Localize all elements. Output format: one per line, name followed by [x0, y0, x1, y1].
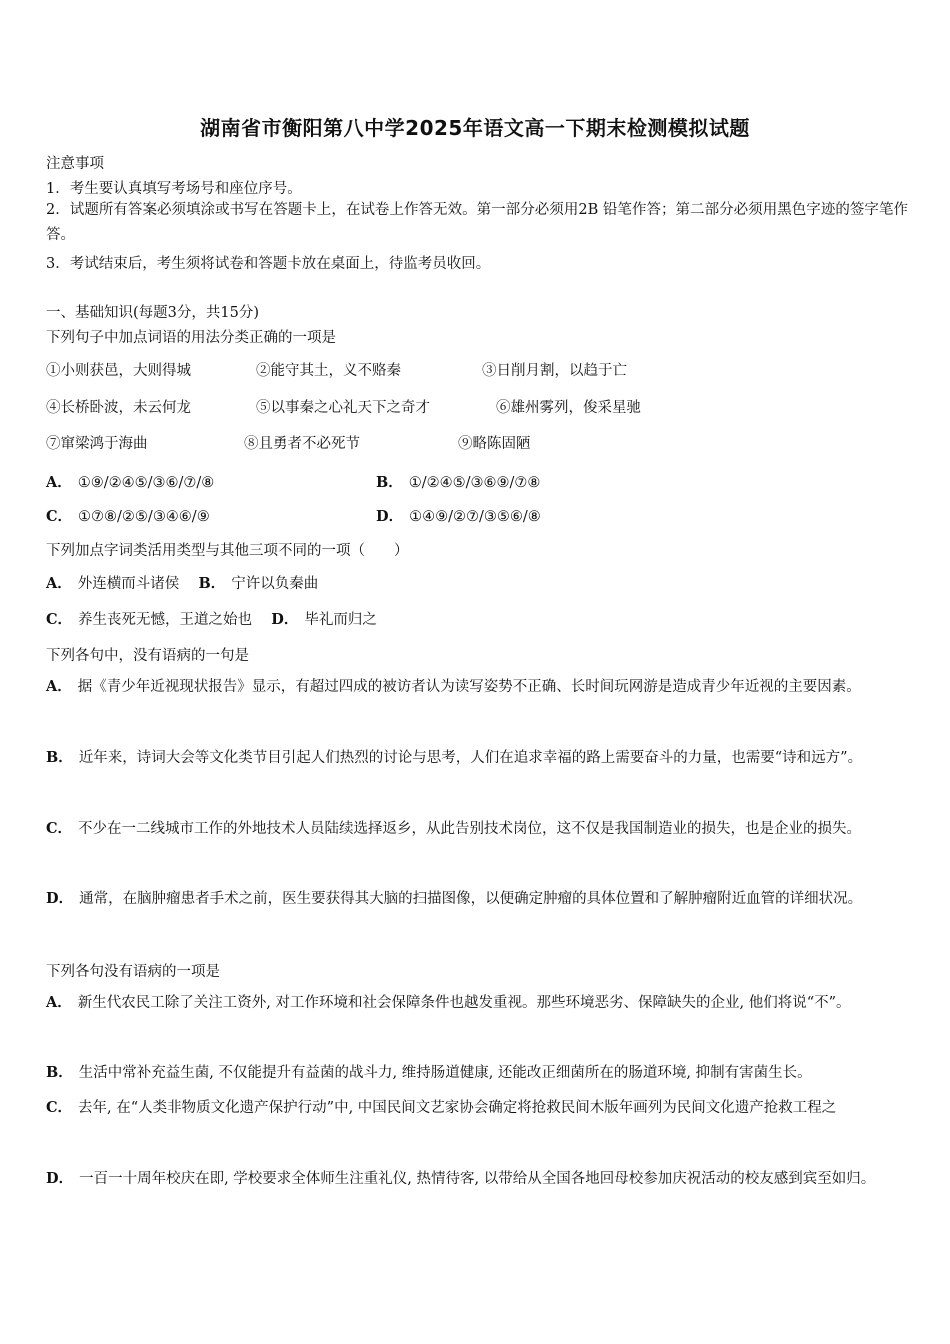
q1-item: ⑧且勇者不必死节: [244, 436, 360, 452]
q3-option-c: [46, 811, 908, 847]
option-text: ①/②④⑤/③⑥⑨/⑦⑧: [408, 475, 541, 491]
section-heading: 一、基础知识(每题3分，共15分): [46, 305, 259, 321]
option-label: B．: [376, 474, 403, 491]
option-text: 生活中常补充益生菌, 不仅能提升有益菌的战斗力, 维持肠道健康, 还能改正细菌所在的肠道环境, 抑制有害菌生长。: [78, 1065, 812, 1081]
notice-item: 1．考生要认真填写考场号和座位序号。: [46, 181, 302, 197]
option-text: 外连横而斗诸侯: [77, 576, 180, 592]
q4-option-c: [46, 1090, 908, 1126]
q1-item: ⑦窜梁鸿于海曲: [46, 436, 148, 452]
option-text: 近年来，诗词大会等文化类节目引起人们热烈的讨论与思考，人们在追求幸福的路上需要奋斗的力量，也需要“诗和远方”。: [78, 750, 863, 766]
q1-option-c: [46, 505, 210, 526]
q3-option-d: [46, 881, 908, 917]
option-text: 通常，在脑肿瘤患者手术之前，医生要获得其大脑的扫描图像，以便确定肿瘤的具体位置和了解肿瘤附近血管的详细状况。: [79, 891, 863, 907]
q2-option-row: [46, 572, 318, 593]
option-text: 不少在一二线城市工作的外地技术人员陆续选择返乡，从此告别技术岗位，这不仅是我国制造业的损失，也是企业的损失。: [78, 821, 862, 837]
q1-option-b: [376, 471, 540, 492]
option-label: B．: [198, 575, 226, 592]
option-text: 养生丧死无憾，王道之始也: [78, 612, 253, 628]
q1-item: ③日削月割，以趋于亡: [482, 363, 627, 379]
option-text: 宁许以负秦曲: [231, 576, 319, 592]
option-text: ①⑨/②④⑤/③⑥/⑦/⑧: [77, 475, 215, 491]
notice-item: 2．试题所有答案必须填涂或书写在答题卡上，在试卷上作答无效。第一部分必须用2B 铅笔作答；第二部分必须用黑色字迹的签字笔作答。: [46, 202, 908, 243]
q1-item: ⑨略陈固陋: [458, 436, 531, 452]
q3-option-b: [46, 740, 908, 776]
question-stem: 下列各句中，没有语病的一句是: [46, 648, 249, 664]
option-label: D．: [271, 611, 299, 628]
option-text: ①④⑨/②⑦/③⑤⑥/⑧: [409, 509, 541, 525]
option-label: A．: [46, 678, 72, 695]
q1-item: ②能守其土，义不赂秦: [256, 363, 401, 379]
page-title: 湖南省市衡阳第八中学2025年语文高一下期末检测模拟试题: [200, 116, 750, 140]
q4-option-a: [46, 985, 908, 1021]
q1-option-a: [46, 471, 214, 492]
option-label: C．: [46, 820, 73, 837]
q1-item: ①小则获邑，大则得城: [46, 363, 191, 379]
question-stem: 下列加点字词类活用类型与其他三项不同的一项（ ）: [46, 543, 409, 559]
option-label: C．: [46, 1099, 73, 1116]
option-label: D．: [46, 890, 74, 907]
q1-item: ④长桥卧波，未云何龙: [46, 400, 191, 416]
option-label: A．: [46, 474, 72, 491]
q1-option-d: [376, 505, 541, 526]
option-label: B．: [46, 749, 73, 766]
question-stem: 下列各句没有语病的一项是: [46, 964, 220, 980]
option-text: 去年, 在“人类非物质文化遗产保护行动”中, 中国民间文艺家协会确定将抢救民间木版年画列为民间文化遗产抢救工程之: [78, 1100, 837, 1116]
option-label: C．: [46, 508, 73, 525]
notice-heading: 注意事项: [46, 156, 104, 172]
option-text: 新生代农民工除了关注工资外, 对工作环境和社会保障条件也越发重视。那些环境恶劣、保障缺失的企业, 他们将说“不”。: [77, 995, 851, 1011]
option-label: D．: [46, 1170, 74, 1187]
option-label: B．: [46, 1064, 73, 1081]
option-text: 一百一十周年校庆在即, 学校要求全体师生注重礼仪, 热情待客, 以带给从全国各地回母校参加庆祝活动的校友感到宾至如归。: [79, 1171, 876, 1187]
question-stem: 下列句子中加点词语的用法分类正确的一项是: [46, 330, 336, 346]
option-label: C．: [46, 611, 73, 628]
q4-option-d: [46, 1161, 908, 1197]
q1-item: ⑥雄州雾列，俊采星驰: [496, 400, 641, 416]
q2-option-row: [46, 608, 377, 629]
option-label: D．: [376, 508, 404, 525]
option-text: 毕礼而归之: [304, 612, 377, 628]
notice-item: 3．考试结束后，考生须将试卷和答题卡放在桌面上，待监考员收回。: [46, 256, 491, 272]
option-label: A．: [46, 994, 72, 1011]
option-text: ①⑦⑧/②⑤/③④⑥/⑨: [78, 509, 210, 525]
option-label: A．: [46, 575, 72, 592]
q3-option-a: [46, 669, 908, 705]
q4-option-b: [46, 1055, 908, 1091]
q1-item: ⑤以事秦之心礼天下之奇才: [256, 400, 430, 416]
option-text: 据《青少年近视现状报告》显示，有超过四成的被访者认为读写姿势不正确、长时间玩网游是造成青少年近视的主要因素。: [77, 679, 861, 695]
